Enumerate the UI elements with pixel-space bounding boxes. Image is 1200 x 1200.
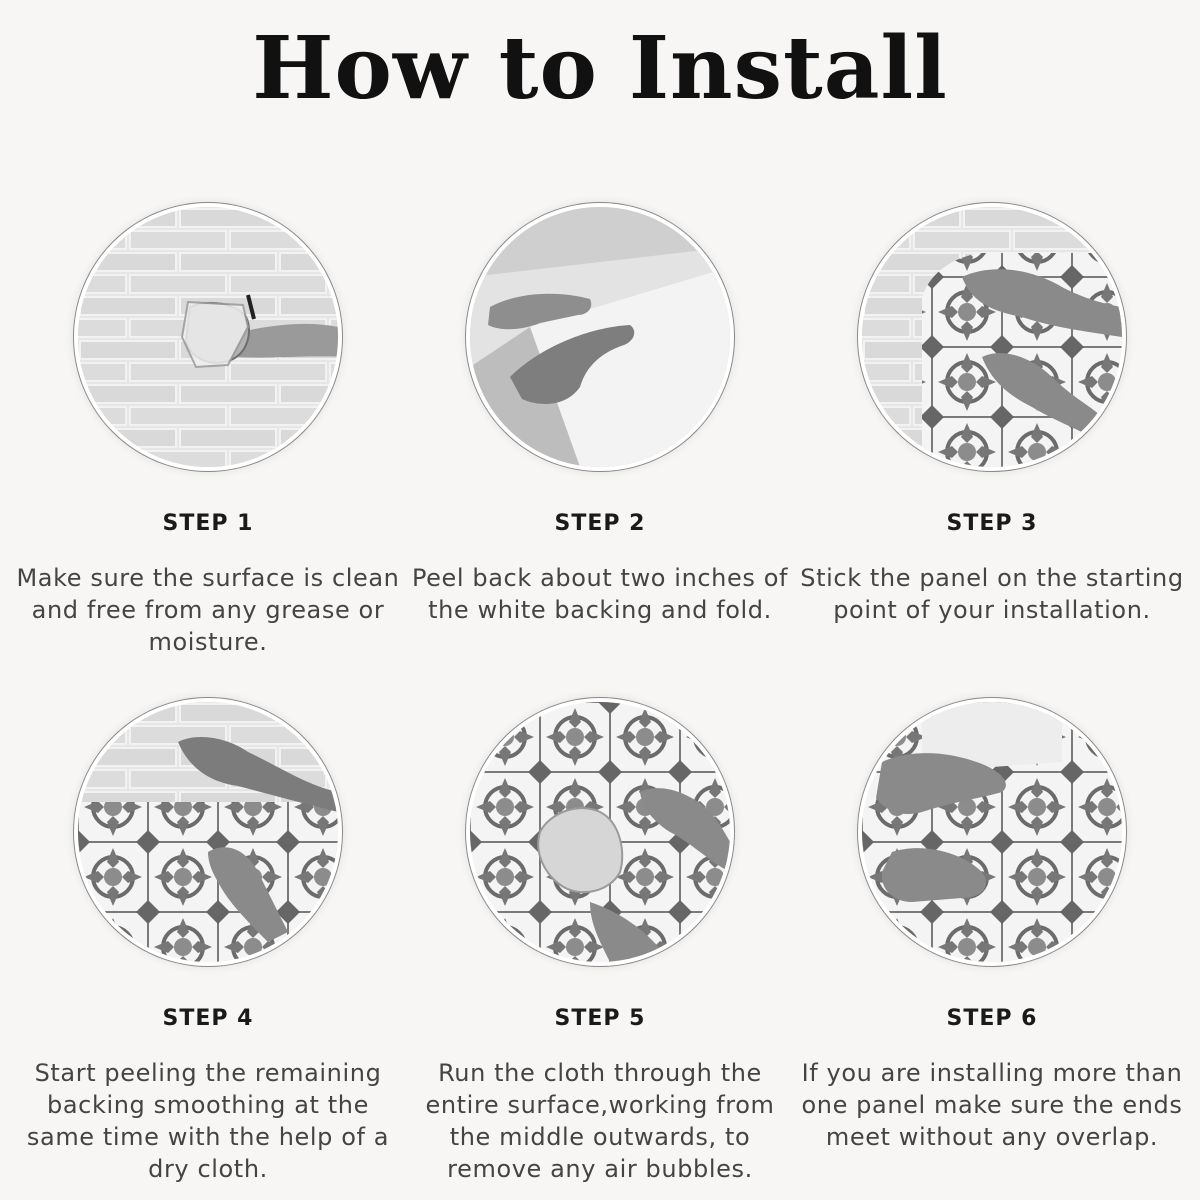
- step-5-label: STEP 5: [554, 1006, 646, 1031]
- step-2-photo: [466, 203, 734, 471]
- step-5-description: Run the cloth through the entire surface,working from the middle outwards, to remove any air bubbles.: [425, 1059, 775, 1183]
- step-2-description: Peel back about two inches of the white backing and fold.: [411, 564, 789, 624]
- step-card-3: [797, 203, 1187, 626]
- step-6-photo: [858, 698, 1126, 966]
- step-3-label: STEP 3: [946, 511, 1038, 536]
- step-3-description: Stick the panel on the starting point of your installation.: [800, 564, 1184, 624]
- step-4-label: STEP 4: [162, 1006, 254, 1031]
- step-card-1: [13, 203, 403, 658]
- step-4-description: Start peeling the remaining backing smoothing at the same time with the help of a dry cloth.: [26, 1059, 390, 1183]
- step-card-4: [13, 698, 403, 1185]
- step-6-label: STEP 6: [946, 1006, 1038, 1031]
- page-title: How to Install: [252, 18, 948, 119]
- step-6-description: If you are installing more than one panel make sure the ends meet without any overlap.: [801, 1059, 1183, 1151]
- step-1-description: Make sure the surface is clean and free from any grease or moisture.: [16, 564, 400, 656]
- step-card-6: [797, 698, 1187, 1153]
- step-5-photo: [466, 698, 734, 966]
- step-4-photo: [74, 698, 342, 966]
- step-3-photo: [858, 203, 1126, 471]
- step-1-label: STEP 1: [162, 511, 254, 536]
- step-card-2: [405, 203, 795, 626]
- step-2-label: STEP 2: [554, 511, 646, 536]
- step-1-photo: [74, 203, 342, 471]
- step-card-5: [405, 698, 795, 1185]
